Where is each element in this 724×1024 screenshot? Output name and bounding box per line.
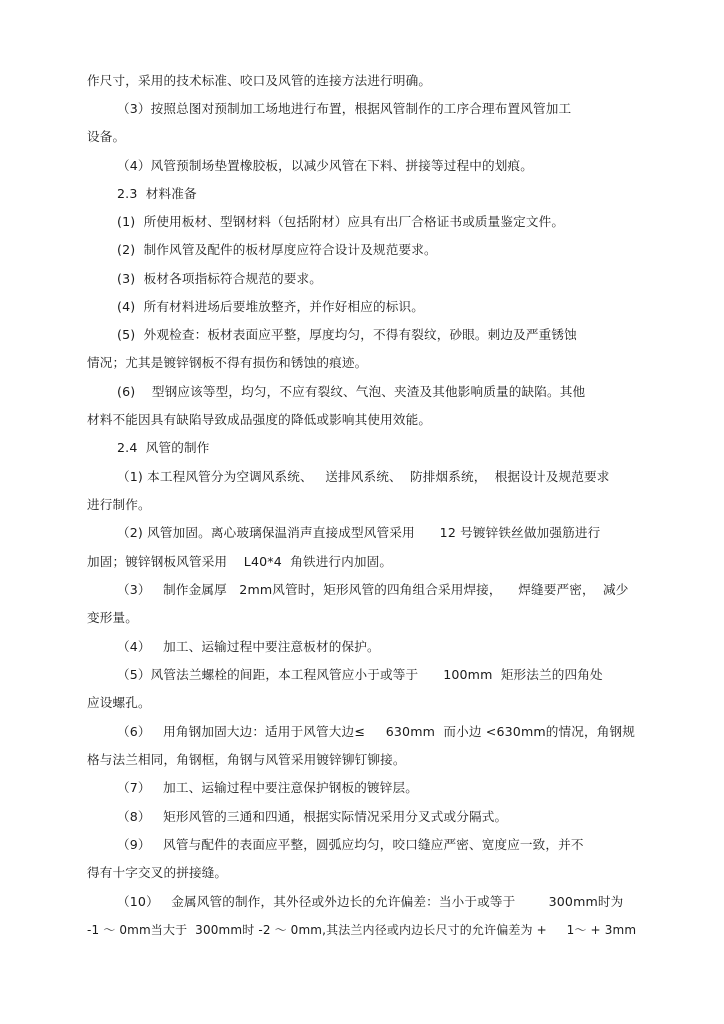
text-line-12: (6) 型钢应该等型，均匀，不应有裂纹、气泡、夹渣及其他影响质量的缺陷。其他 <box>117 384 586 399</box>
text-line-10: (5) 外观检查：板材表面应平整，厚度均匀，不得有裂纹，砂眼。刺边及严重锈蚀 <box>117 327 577 342</box>
text-line-26: （7） 加工、运输过程中要注意保护钢板的镀锌层。 <box>117 780 418 795</box>
text-line-7: (2) 制作风管及配件的板材厚度应符合设计及规范要求。 <box>117 242 437 257</box>
text-line-23: 应设螺孔。 <box>87 695 151 710</box>
text-line-19: （3） 制作金属厚 2mm风管时，矩形风管的四角组合采用焊接， 焊缝要严密， 减少 <box>117 582 629 597</box>
text-line-30: （10） 金属风管的制作，其外径或外边长的允许偏差：当小于或等于 300mm时为 <box>117 894 624 909</box>
text-line-17: （2) 风管加固。离心玻璃保温消声直接成型风管采用 12 号镀锌铁丝做加强筋进行 <box>117 525 601 540</box>
text-line-6: (1) 所使用板材、型钢材料（包括附材）应具有出厂合格证书或质量鉴定文件。 <box>117 214 565 229</box>
text-line-3: 设备。 <box>87 129 126 144</box>
text-line-13: 材料不能因具有缺陷导致成品强度的降低或影响其使用效能。 <box>87 412 432 427</box>
text-line-15: （1) 本工程风管分为空调风系统、 送排风系统、 防排烟系统， 根据设计及规范要求 <box>117 469 610 484</box>
text-line-21: （4） 加工、运输过程中要注意板材的保护。 <box>117 639 380 654</box>
section-heading-2-3: 2.3 材料准备 <box>117 186 197 201</box>
text-line-29: 得有十字交叉的拼接缝。 <box>87 865 228 880</box>
section-heading-2-4: 2.4 风管的制作 <box>117 440 210 455</box>
text-line-25: 格与法兰相同，角钢框，角钢与风管采用镀锌铆钉铆接。 <box>87 752 406 767</box>
text-line-27: （8） 矩形风管的三通和四通，根据实际情况采用分叉式或分隔式。 <box>117 809 508 824</box>
text-line-18: 加固；镀锌钢板风管采用 L40*4 角铁进行内加固。 <box>87 554 393 569</box>
text-line-28: （9） 风管与配件的表面应平整，圆弧应均匀，咬口缝应严密、宽度应一致，并不 <box>117 837 584 852</box>
text-line-16: 进行制作。 <box>87 497 151 512</box>
text-line-31: -1 ～ 0mm当大于 300mm时 -2 ～ 0mm,其法兰内径或内边长尺寸的允许偏差为 + 1～ + 3mm <box>87 923 637 937</box>
text-line-22: （5）风管法兰螺栓的间距，本工程风管应小于或等于 100mm 矩形法兰的四角处 <box>117 667 603 682</box>
text-line-8: (3) 板材各项指标符合规范的要求。 <box>117 271 323 286</box>
text-line-9: (4) 所有材料进场后要堆放整齐，并作好相应的标识。 <box>117 299 424 314</box>
text-line-24: （6） 用角钢加固大边：适用于风管大边≤ 630mm 而小边 <630mm的情况，角钢规 <box>117 724 635 739</box>
text-line-20: 变形量。 <box>87 610 138 625</box>
text-line-1: 作尺寸，采用的技术标准、咬口及风管的连接方法进行明确。 <box>87 73 432 88</box>
text-line-11: 情况；尤其是镀锌钢板不得有损伤和锈蚀的痕迹。 <box>87 355 368 370</box>
text-line-2: （3）按照总图对预制加工场地进行布置，根据风管制作的工序合理布置风管加工 <box>117 101 572 116</box>
text-line-4: （4）风管预制场垫置橡胶板，以减少风管在下料、拼接等过程中的划痕。 <box>117 158 533 173</box>
